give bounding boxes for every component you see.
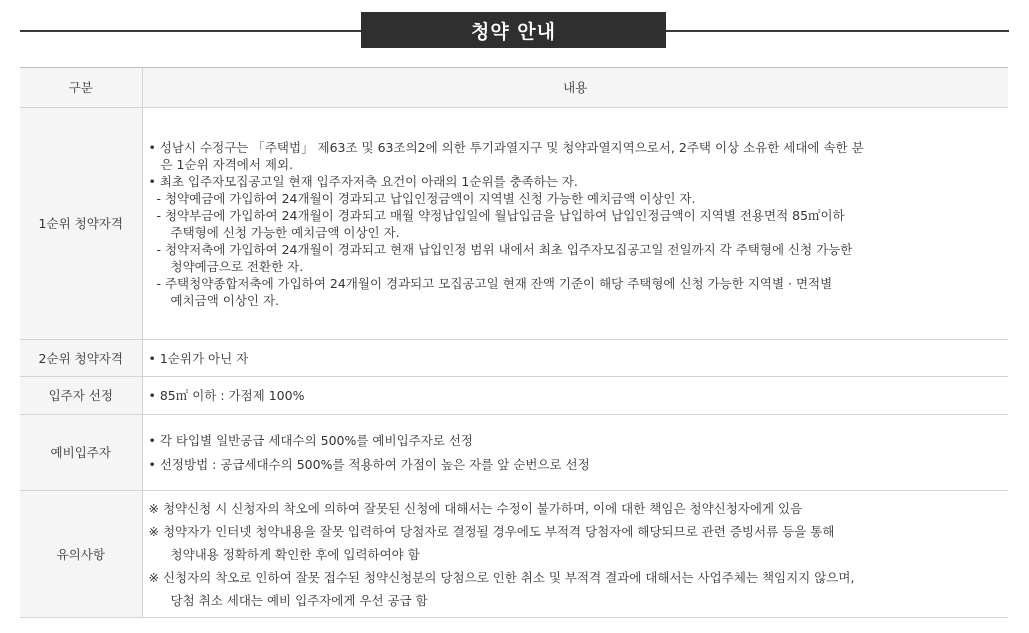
- row-label: 입주자 선정: [20, 377, 142, 415]
- content-line: 주택형에 신청 가능한 예치금액 이상인 자.: [170, 224, 400, 240]
- row-content: [142, 377, 1008, 415]
- content-line: • 선정방법 : 공급세대수의 500%를 적용하여 가점이 높은 자를 앞 순번으로 선정: [148, 456, 590, 472]
- row-content: [142, 491, 1008, 618]
- row-label: 1순위 청약자격: [20, 108, 142, 340]
- title-bar: [0, 0, 1029, 46]
- row-label: 2순위 청약자격: [20, 340, 142, 377]
- content-line: 청약내용 정확하게 확인한 후에 입력하여야 함: [170, 546, 420, 562]
- content-line: 청약예금으로 전환한 자.: [170, 258, 304, 274]
- content-line: 당첨 취소 세대는 예비 입주자에게 우선 공급 함: [170, 592, 428, 608]
- content-line: - 청약부금에 가입하여 24개월이 경과되고 매월 약정납입일에 월납입금을 납입하여 납입인정금액이 지역별 전용면적 85㎡이하: [156, 207, 845, 223]
- header-category: 구분: [20, 68, 142, 108]
- content-line: - 청약저축에 가입하여 24개월이 경과되고 현재 납입인정 범위 내에서 최초 입주자모집공고일 전일까지 각 주택형에 신청 가능한: [156, 241, 853, 257]
- table-row: [20, 377, 1008, 415]
- content-line: 은 1순위 자격에서 제외.: [160, 156, 294, 172]
- content-line: ※ 신청자의 착오로 인하여 잘못 접수된 청약신청분의 당첨으로 인한 취소 및 부적격 결과에 대해서는 사업주체는 책임지지 않으며,: [148, 569, 855, 585]
- content-line: • 최초 입주자모집공고일 현재 입주자저축 요건이 아래의 1순위를 충족하는 자.: [148, 173, 578, 189]
- table-row: [20, 491, 1008, 618]
- header-content: 내용: [142, 68, 1008, 108]
- row-label: 유의사항: [20, 491, 142, 618]
- info-table: [20, 67, 1008, 618]
- row-content: [142, 340, 1008, 377]
- row-content: [142, 108, 1008, 340]
- table-row: [20, 415, 1008, 491]
- page-title: 청약 안내: [361, 12, 666, 48]
- table-row: [20, 340, 1008, 377]
- content-line: - 주택청약종합저축에 가입하여 24개월이 경과되고 모집공고일 현재 잔액 기준이 해당 주택형에 신청 가능한 지역별 · 면적별: [156, 275, 833, 291]
- content-line: • 85㎡ 이하 : 가점제 100%: [148, 388, 305, 403]
- content-line: • 각 타입별 일반공급 세대수의 500%를 예비입주자로 선정: [148, 432, 473, 448]
- content-line: ※ 청약자가 인터넷 청약내용을 잘못 입력하여 당첨자로 결정될 경우에도 부적격 당첨자에 해당되므로 관련 증빙서류 등을 통해: [148, 523, 835, 539]
- content-line: 예치금액 이상인 자.: [170, 292, 280, 308]
- content-line: - 청약예금에 가입하여 24개월이 경과되고 납입인정금액이 지역별 신청 가능한 예치금액 이상인 자.: [156, 190, 696, 206]
- row-label: 예비입주자: [20, 415, 142, 491]
- table-header-row: [20, 68, 1008, 108]
- row-content: [142, 415, 1008, 491]
- content-line: ※ 청약신청 시 신청자의 착오에 의하여 잘못된 신청에 대해서는 수정이 불가하며, 이에 대한 책임은 청약신청자에게 있음: [148, 500, 803, 516]
- table-row: [20, 108, 1008, 340]
- content-line: • 1순위가 아닌 자: [148, 350, 249, 366]
- content-line: • 성남시 수정구는 「주택법」 제63조 및 63조의2에 의한 투기과열지구 및 청약과열지역으로서, 2주택 이상 소유한 세대에 속한 분: [148, 139, 864, 155]
